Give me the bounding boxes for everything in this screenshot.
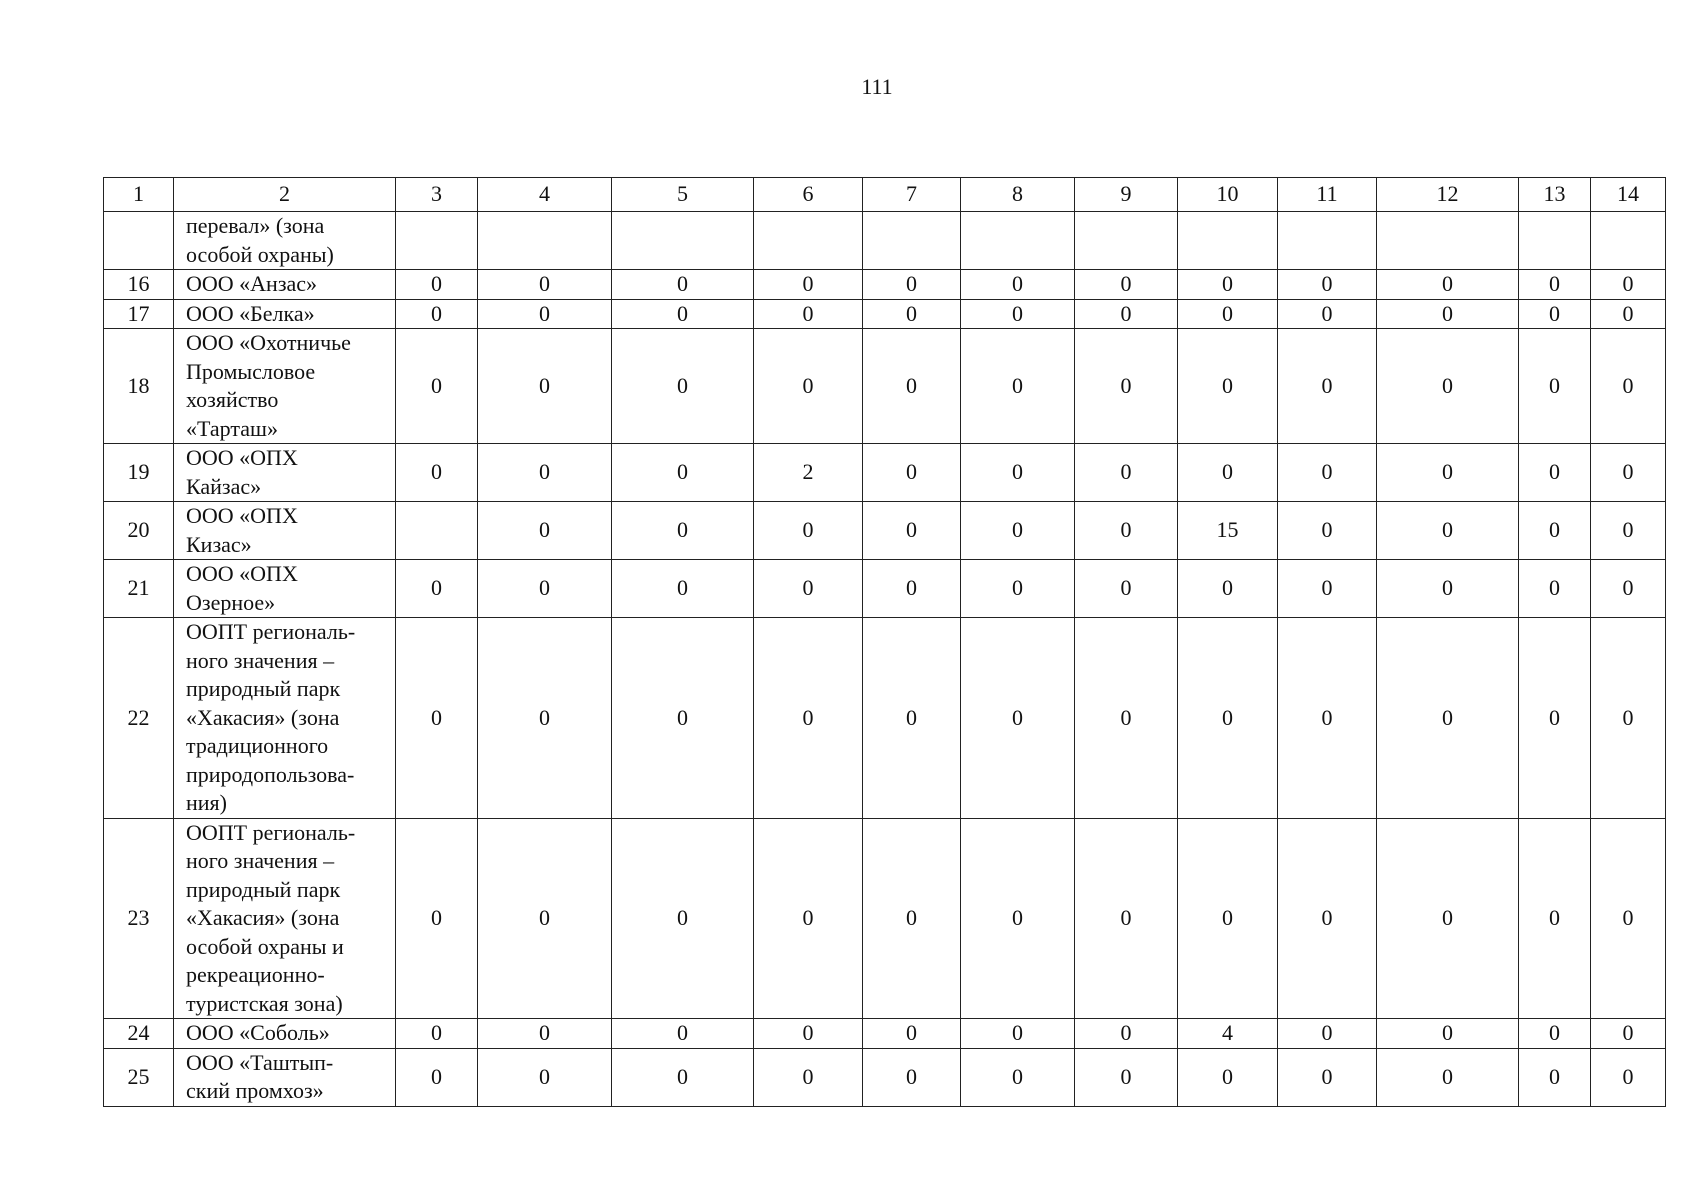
- value-cell: 0: [612, 1048, 754, 1106]
- value-cell: 0: [1591, 329, 1666, 444]
- value-cell: [961, 212, 1075, 270]
- value-cell: 0: [863, 618, 961, 819]
- value-cell: 0: [1278, 560, 1377, 618]
- value-cell: 0: [1075, 299, 1178, 329]
- value-cell: 0: [478, 618, 612, 819]
- header-cell: 14: [1591, 178, 1666, 212]
- value-cell: 0: [1519, 270, 1591, 300]
- value-cell: 0: [1377, 618, 1519, 819]
- header-cell: 9: [1075, 178, 1178, 212]
- table-row: [104, 1048, 1666, 1106]
- value-cell: 0: [1278, 299, 1377, 329]
- table-row: [104, 329, 1666, 444]
- organization-name-line: природный парк: [186, 876, 341, 902]
- value-cell: 0: [754, 560, 863, 618]
- value-cell: 0: [478, 299, 612, 329]
- organization-name-line: особой охраны и: [186, 933, 344, 959]
- value-cell: [754, 212, 863, 270]
- header-cell: 11: [1278, 178, 1377, 212]
- header-cell: 2: [174, 178, 396, 212]
- value-cell: 0: [754, 618, 863, 819]
- value-cell: 0: [1591, 818, 1666, 1019]
- organization-name-line: ного значения –: [186, 848, 335, 873]
- value-cell: 0: [961, 299, 1075, 329]
- value-cell: 0: [1178, 560, 1278, 618]
- value-cell: 0: [961, 560, 1075, 618]
- value-cell: 0: [1591, 618, 1666, 819]
- value-cell: 0: [1591, 270, 1666, 300]
- value-cell: 0: [1278, 329, 1377, 444]
- organization-name-cell: [174, 299, 396, 329]
- table-row: [104, 818, 1666, 1019]
- value-cell: 0: [1377, 299, 1519, 329]
- value-cell: 0: [1377, 329, 1519, 444]
- value-cell: [1591, 212, 1666, 270]
- value-cell: 0: [1178, 299, 1278, 329]
- organization-name-line: Промысловое: [186, 358, 316, 384]
- header-row: [104, 178, 1666, 212]
- value-cell: 0: [1075, 502, 1178, 560]
- organization-name-cell: [174, 560, 396, 618]
- value-cell: 0: [754, 1048, 863, 1106]
- row-number-cell: 16: [104, 270, 174, 300]
- value-cell: 0: [478, 502, 612, 560]
- value-cell: 0: [1075, 1019, 1178, 1049]
- value-cell: 0: [478, 329, 612, 444]
- organization-name-cell: [174, 329, 396, 444]
- organization-name-line: перевал» (зона: [186, 213, 325, 238]
- value-cell: 0: [961, 444, 1075, 502]
- value-cell: 0: [1519, 329, 1591, 444]
- value-cell: 0: [1178, 1048, 1278, 1106]
- value-cell: [396, 502, 478, 560]
- value-cell: 0: [478, 1048, 612, 1106]
- organization-name-line: ООО «Охотничье: [186, 330, 351, 355]
- table-row: [104, 618, 1666, 819]
- table-row: [104, 560, 1666, 618]
- value-cell: 0: [396, 270, 478, 300]
- header-cell: 3: [396, 178, 478, 212]
- header-cell: 7: [863, 178, 961, 212]
- value-cell: 0: [478, 1019, 612, 1049]
- value-cell: 0: [1075, 618, 1178, 819]
- value-cell: 0: [396, 444, 478, 502]
- organization-name-cell: [174, 1019, 396, 1049]
- organization-name-cell: [174, 818, 396, 1019]
- value-cell: 0: [1278, 1048, 1377, 1106]
- row-number-cell: 19: [104, 444, 174, 502]
- row-number-cell: [104, 212, 174, 270]
- organization-name-line: природный парк: [186, 676, 341, 701]
- value-cell: 0: [612, 818, 754, 1019]
- value-cell: 0: [863, 299, 961, 329]
- organization-name-line: рекреационно-: [186, 962, 325, 987]
- table-row: [104, 1019, 1666, 1049]
- value-cell: 0: [478, 818, 612, 1019]
- value-cell: 0: [1591, 1019, 1666, 1049]
- header-cell: 6: [754, 178, 863, 212]
- value-cell: 0: [961, 818, 1075, 1019]
- organization-name-line: ООО «Белка»: [186, 300, 315, 326]
- header-cell: 8: [961, 178, 1075, 212]
- value-cell: 0: [754, 502, 863, 560]
- value-cell: 0: [754, 270, 863, 300]
- value-cell: 0: [1178, 618, 1278, 819]
- header-cell: 4: [478, 178, 612, 212]
- value-cell: 2: [754, 444, 863, 502]
- organization-name-line: ООО «Соболь»: [186, 1020, 330, 1045]
- value-cell: 0: [478, 270, 612, 300]
- organization-name-line: особой охраны): [186, 241, 334, 267]
- value-cell: 0: [396, 1048, 478, 1106]
- organization-name-line: природопользова-: [186, 761, 355, 787]
- value-cell: 0: [1075, 444, 1178, 502]
- value-cell: 0: [396, 299, 478, 329]
- value-cell: 0: [612, 329, 754, 444]
- value-cell: 0: [612, 1019, 754, 1049]
- value-cell: 0: [1519, 299, 1591, 329]
- header-cell: 10: [1178, 178, 1278, 212]
- value-cell: 0: [612, 270, 754, 300]
- value-cell: 0: [612, 560, 754, 618]
- organization-name-line: традиционного: [186, 733, 329, 758]
- value-cell: [1178, 212, 1278, 270]
- table-row: [104, 212, 1666, 270]
- value-cell: 0: [1591, 299, 1666, 329]
- page-number: 111: [861, 74, 893, 99]
- organization-name-line: ООО «ОПХ: [186, 561, 298, 586]
- organization-name-line: ния): [186, 790, 227, 815]
- organization-name-line: Кайзас»: [186, 473, 262, 499]
- value-cell: 0: [961, 502, 1075, 560]
- value-cell: 0: [1377, 1048, 1519, 1106]
- value-cell: 0: [1178, 444, 1278, 502]
- header-cell: 1: [104, 178, 174, 212]
- value-cell: 0: [478, 444, 612, 502]
- value-cell: 0: [396, 329, 478, 444]
- row-number-cell: 17: [104, 299, 174, 329]
- value-cell: [863, 212, 961, 270]
- organization-name-line: туристская зона): [186, 990, 343, 1016]
- organization-name-line: ного значения –: [186, 647, 335, 673]
- table-row: [104, 270, 1666, 300]
- value-cell: 0: [754, 818, 863, 1019]
- organization-name-cell: [174, 618, 396, 819]
- value-cell: 0: [863, 1048, 961, 1106]
- value-cell: 0: [1519, 1019, 1591, 1049]
- value-cell: 0: [961, 618, 1075, 819]
- organization-name-cell: [174, 1048, 396, 1106]
- row-number-cell: 22: [104, 618, 174, 819]
- header-cell: 12: [1377, 178, 1519, 212]
- value-cell: [1377, 212, 1519, 270]
- row-number-cell: 20: [104, 502, 174, 560]
- value-cell: 0: [961, 1048, 1075, 1106]
- value-cell: 0: [863, 270, 961, 300]
- value-cell: 0: [1519, 502, 1591, 560]
- value-cell: 0: [1591, 502, 1666, 560]
- organization-name-cell: [174, 502, 396, 560]
- row-number-cell: 24: [104, 1019, 174, 1049]
- value-cell: 0: [961, 1019, 1075, 1049]
- value-cell: 0: [1377, 1019, 1519, 1049]
- organization-name-cell: [174, 270, 396, 300]
- value-cell: 0: [1278, 444, 1377, 502]
- value-cell: [478, 212, 612, 270]
- organization-name-line: ООО «Анзас»: [186, 271, 318, 296]
- value-cell: 0: [863, 818, 961, 1019]
- value-cell: 0: [1075, 1048, 1178, 1106]
- value-cell: 0: [754, 1019, 863, 1049]
- value-cell: [1278, 212, 1377, 270]
- header-cell: 5: [612, 178, 754, 212]
- value-cell: 4: [1178, 1019, 1278, 1049]
- row-number-cell: 23: [104, 818, 174, 1019]
- value-cell: 0: [1178, 818, 1278, 1019]
- value-cell: 0: [1278, 618, 1377, 819]
- value-cell: 0: [863, 329, 961, 444]
- organization-name-line: ский промхоз»: [186, 1078, 324, 1103]
- value-cell: 0: [612, 444, 754, 502]
- table-row: [104, 444, 1666, 502]
- value-cell: 0: [1278, 1019, 1377, 1049]
- value-cell: 0: [1178, 270, 1278, 300]
- value-cell: 0: [1278, 818, 1377, 1019]
- organization-name-line: ООПТ региональ-: [186, 819, 356, 845]
- value-cell: 0: [961, 270, 1075, 300]
- value-cell: 0: [1591, 444, 1666, 502]
- value-cell: 0: [863, 560, 961, 618]
- value-cell: 0: [1377, 502, 1519, 560]
- value-cell: 0: [396, 560, 478, 618]
- organization-name-line: «Хакасия» (зона: [186, 905, 340, 930]
- value-cell: 0: [1377, 270, 1519, 300]
- value-cell: 0: [863, 1019, 961, 1049]
- value-cell: 0: [1519, 818, 1591, 1019]
- value-cell: 0: [612, 618, 754, 819]
- value-cell: [1075, 212, 1178, 270]
- value-cell: 0: [1278, 270, 1377, 300]
- value-cell: 0: [863, 444, 961, 502]
- value-cell: 0: [612, 502, 754, 560]
- organization-name-line: «Тарташ»: [186, 415, 278, 441]
- row-number-cell: 25: [104, 1048, 174, 1106]
- value-cell: 0: [612, 299, 754, 329]
- value-cell: 0: [863, 502, 961, 560]
- organization-name-line: ООО «ОПХ: [186, 503, 298, 528]
- value-cell: 0: [1075, 270, 1178, 300]
- organization-name-line: ООО «ОПХ: [186, 445, 298, 470]
- value-cell: 0: [1377, 444, 1519, 502]
- value-cell: 0: [1519, 618, 1591, 819]
- value-cell: 0: [1591, 560, 1666, 618]
- value-cell: 0: [396, 818, 478, 1019]
- value-cell: [1519, 212, 1591, 270]
- value-cell: 0: [1519, 444, 1591, 502]
- organization-name-line: Озерное»: [186, 589, 276, 615]
- value-cell: 0: [1519, 560, 1591, 618]
- value-cell: 0: [1377, 560, 1519, 618]
- value-cell: 0: [396, 618, 478, 819]
- table-row: [104, 502, 1666, 560]
- organization-name-line: ООО «Таштып-: [186, 1049, 334, 1075]
- value-cell: 0: [1377, 818, 1519, 1019]
- header-cell: 13: [1519, 178, 1591, 212]
- value-cell: 0: [754, 329, 863, 444]
- row-number-cell: 21: [104, 560, 174, 618]
- value-cell: 0: [478, 560, 612, 618]
- value-cell: 0: [1075, 818, 1178, 1019]
- value-cell: [396, 212, 478, 270]
- value-cell: 0: [396, 1019, 478, 1049]
- value-cell: 0: [1278, 502, 1377, 560]
- data-table: [103, 177, 1666, 1107]
- value-cell: 0: [1591, 1048, 1666, 1106]
- value-cell: 0: [1075, 560, 1178, 618]
- organization-name-line: Кизас»: [186, 531, 252, 557]
- organization-name-line: «Хакасия» (зона: [186, 704, 340, 730]
- value-cell: 0: [754, 299, 863, 329]
- value-cell: 0: [961, 329, 1075, 444]
- value-cell: 0: [1519, 1048, 1591, 1106]
- value-cell: 0: [1075, 329, 1178, 444]
- value-cell: 0: [1178, 329, 1278, 444]
- organization-name-cell: [174, 444, 396, 502]
- value-cell: 15: [1178, 502, 1278, 560]
- table-row: [104, 299, 1666, 329]
- table-body: [104, 178, 1666, 1107]
- value-cell: [612, 212, 754, 270]
- organization-name-line: хозяйство: [186, 387, 279, 412]
- row-number-cell: 18: [104, 329, 174, 444]
- organization-name-line: ООПТ региональ-: [186, 619, 356, 644]
- organization-name-cell: [174, 212, 396, 270]
